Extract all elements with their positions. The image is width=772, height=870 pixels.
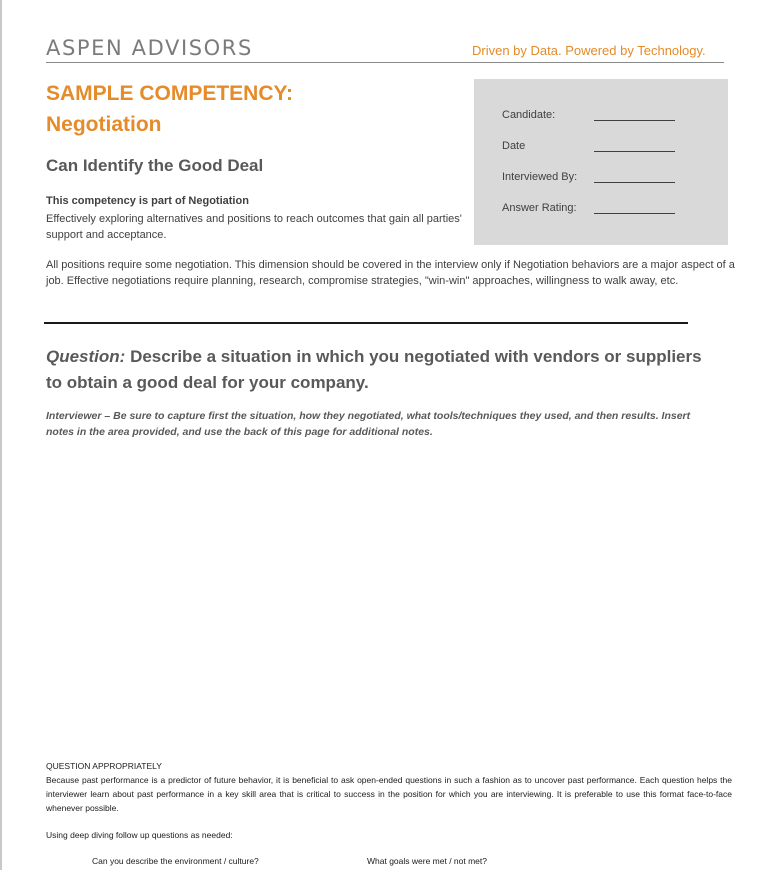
followup-intro: Using deep diving follow up questions as needed: [46, 830, 233, 840]
company-logo: ASPEN ADVISORS [46, 36, 253, 60]
question-text: Describe a situation in which you negotiated with vendors or suppliers to obtain a good deal for your company. [46, 347, 702, 392]
date-field-line[interactable] [594, 151, 675, 152]
candidate-field-line[interactable] [594, 120, 675, 121]
answer-rating-label: Answer Rating: [502, 202, 577, 214]
section-divider [44, 322, 688, 324]
answer-rating-field-line[interactable] [594, 213, 675, 214]
question-label: Question: [46, 347, 126, 366]
footer-paragraph: Because past performance is a predictor of future behavior, it is beneficial to ask open-ended questions in such a fashion as to uncover past performance. Each question helps the interviewer learn about past performance in a key skill area that is critical to success in the position for which you are interviewing. It is preferable to use this format face-to-face whenever possible. [46, 775, 732, 813]
candidate-info-box [474, 79, 728, 245]
page-edge [0, 0, 2, 870]
page-title: SAMPLE COMPETENCY: [46, 82, 293, 105]
tagline: Driven by Data. Powered by Technology. [472, 43, 706, 58]
intro-paragraph: All positions require some negotiation. This dimension should be covered in the interview only if Negotiation behaviors are a major aspect of a job. Effective negotiations require planning, research, compromise strategies, "win-win" approaches, willingness to walk away, etc. [46, 259, 735, 287]
followup-item: What goals were met / not met? [367, 856, 487, 866]
question-block [46, 344, 706, 396]
header-divider [46, 62, 724, 63]
followup-item: Can you describe the environment / culture? [92, 856, 259, 866]
interviewer-note: Interviewer – Be sure to capture first the situation, how they negotiated, what tools/techniques they used, and then results. Insert notes in the area provided, and use the back of this page for additional notes. [46, 410, 691, 438]
footer-heading: QUESTION APPROPRIATELY [46, 761, 162, 771]
date-label: Date [502, 140, 526, 152]
interviewed-by-label: Interviewed By: [502, 171, 578, 183]
competency-description: Effectively exploring alternatives and positions to reach outcomes that gain all parties' support and acceptance. [46, 213, 462, 241]
competency-subtitle: Can Identify the Good Deal [46, 156, 264, 175]
interviewed-by-field-line[interactable] [594, 182, 675, 183]
candidate-label: Candidate: [502, 109, 556, 121]
competency-name: Negotiation [46, 113, 162, 136]
competency-part-of: This competency is part of Negotiation [46, 195, 249, 207]
